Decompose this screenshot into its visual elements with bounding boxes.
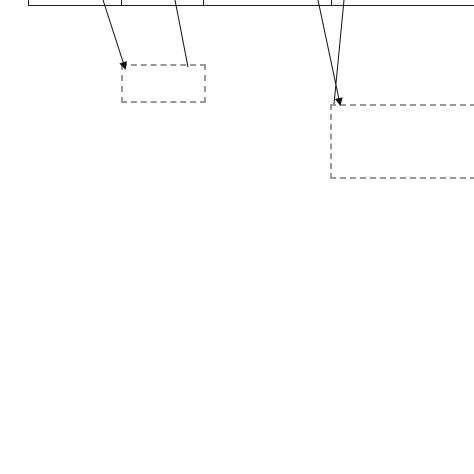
cropped-header-row	[28, 0, 474, 6]
cropped-header-text	[28, 0, 122, 6]
cropped-header-cell	[332, 0, 474, 6]
spaces-table	[28, 0, 474, 474]
cropped-header-cell	[122, 0, 204, 6]
cropped-header-cell	[204, 0, 332, 6]
spaces-axis-label	[0, 180, 24, 280]
